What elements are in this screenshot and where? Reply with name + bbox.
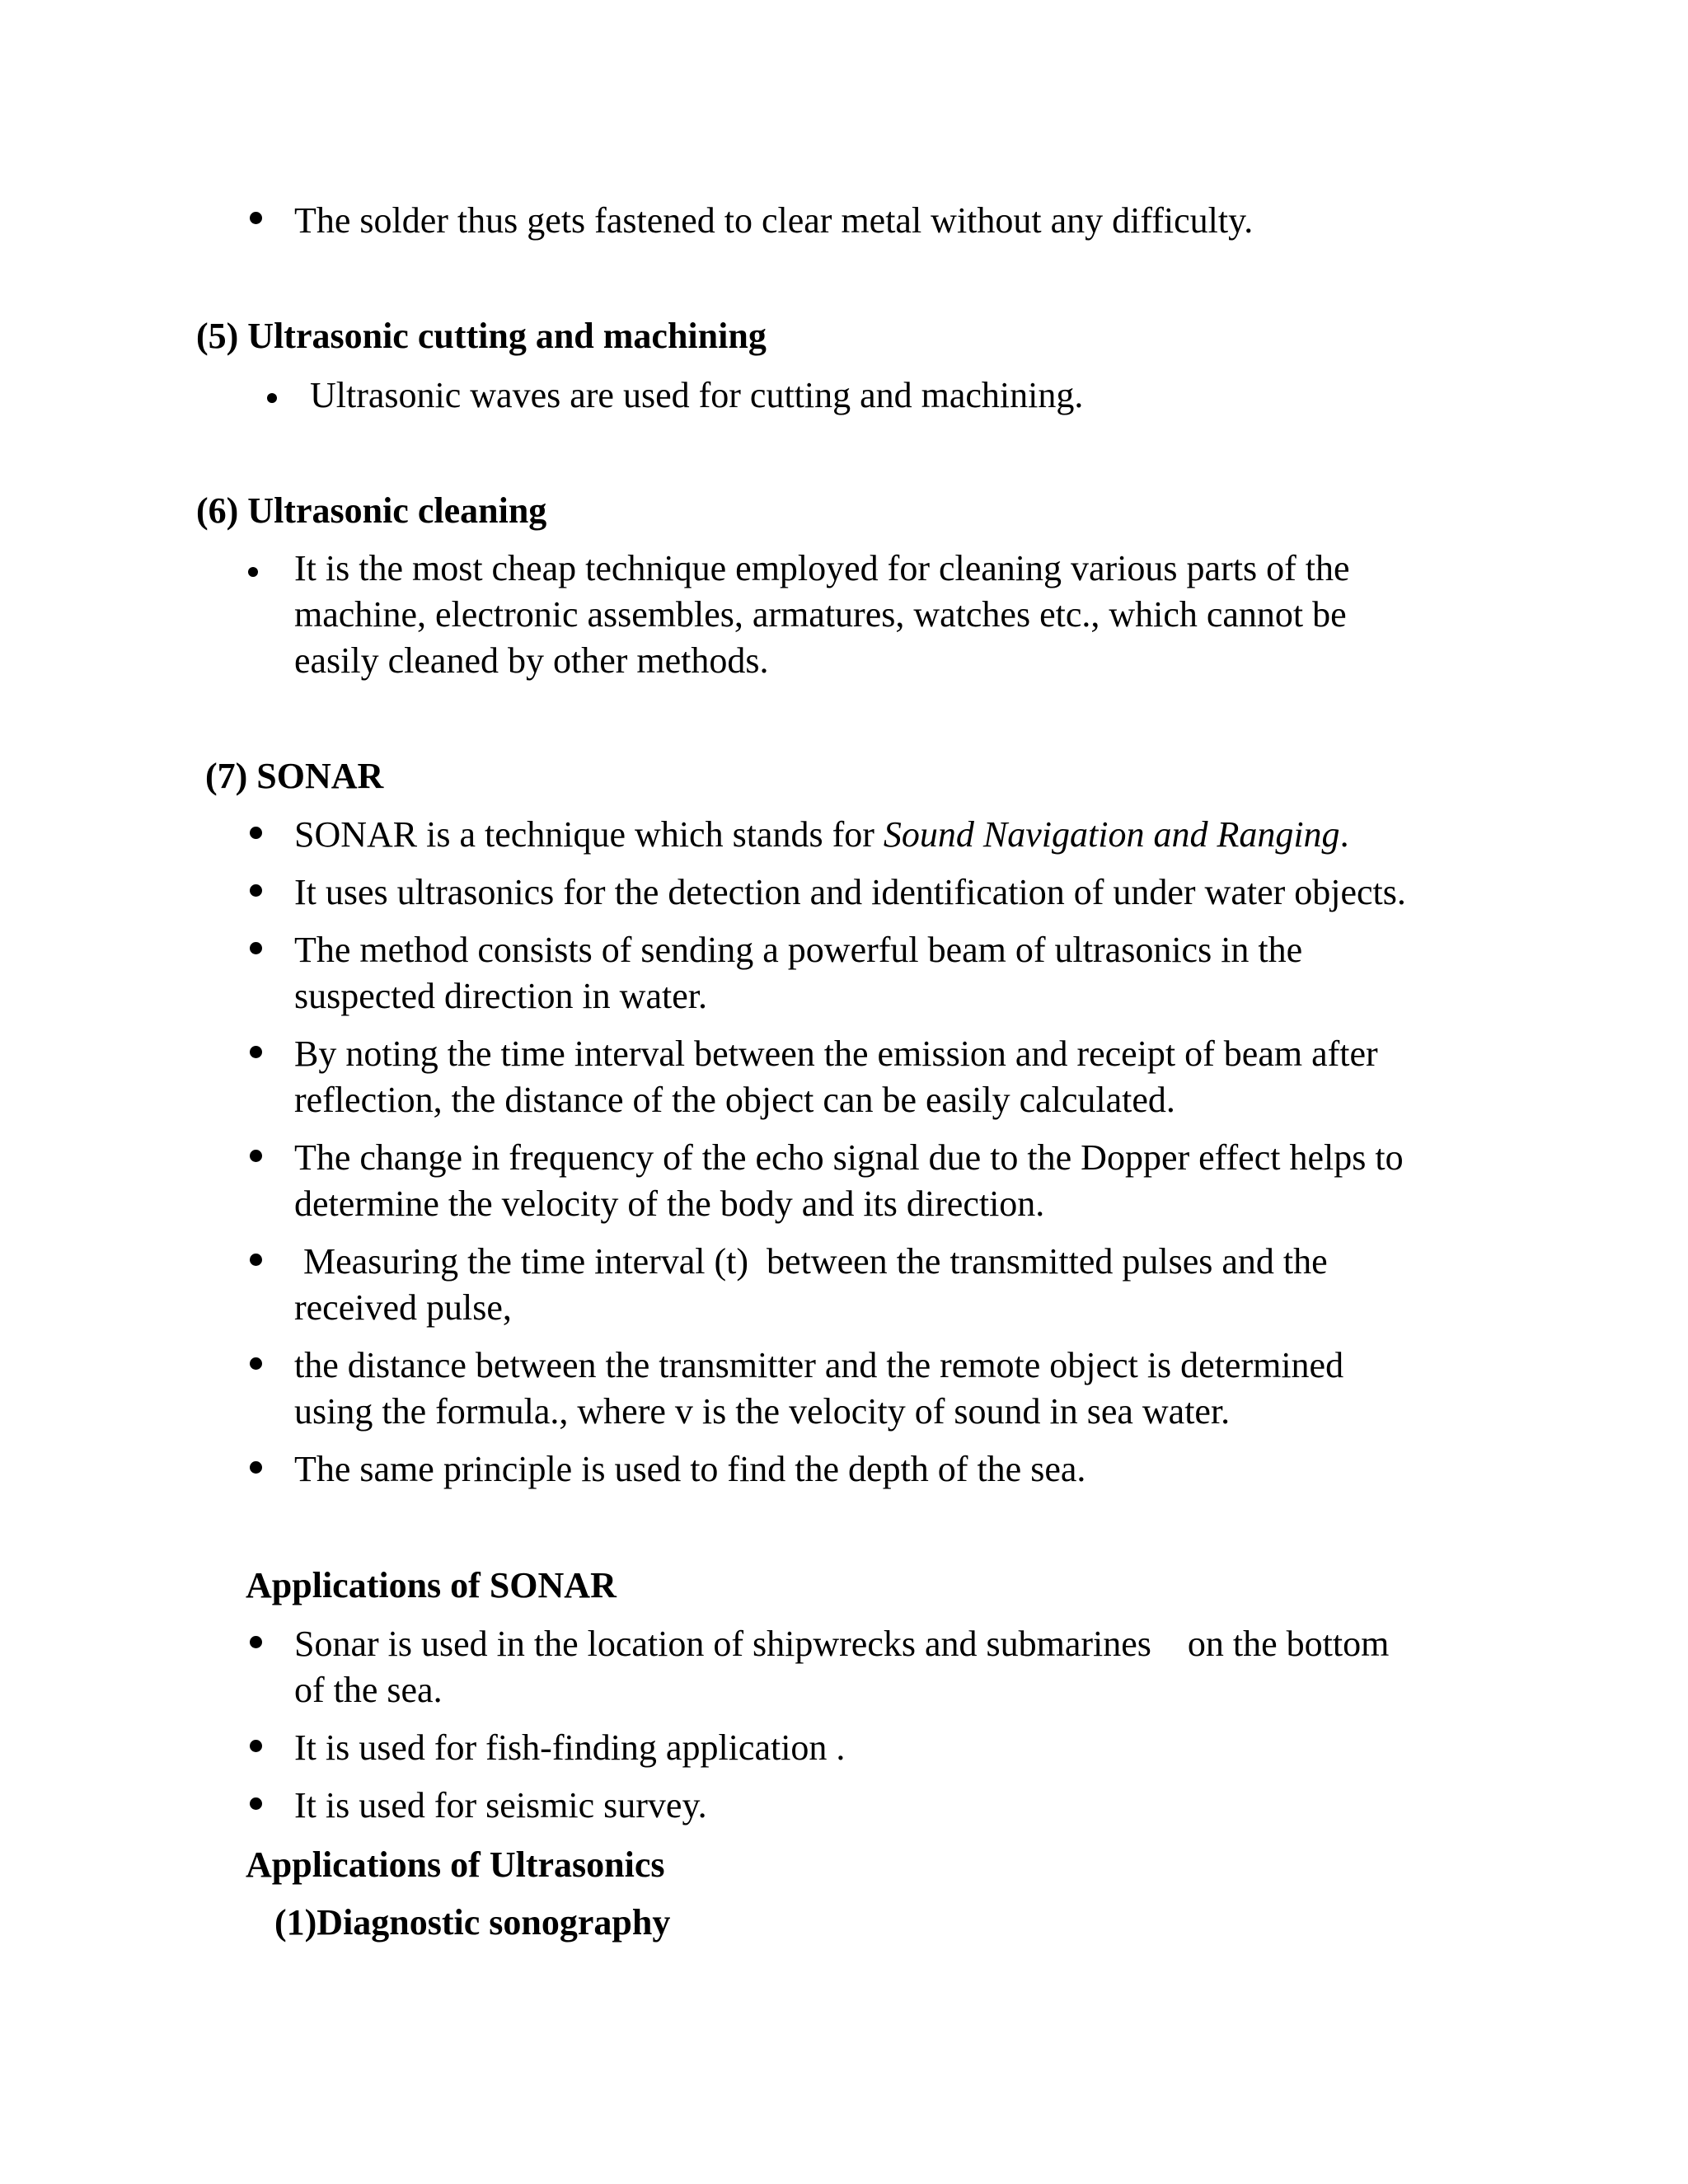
sonar-bullet-4-line-1: By noting the time interval between the emission and receipt of beam after [294,1033,1378,1074]
sonar-bullet-5-line-1: The change in frequency of the echo signal due to the Dopper effect helps to [294,1137,1404,1178]
ultrasonics-applications-heading: Applications of Ultrasonics [246,1844,665,1885]
sonar-bullet-1 [294,812,1349,858]
section-5-heading: (5) Ultrasonic cutting and machining [196,316,767,356]
sonar-bullet-7-line-1: the distance between the transmitter and the remote object is determined [294,1345,1344,1385]
bullet-icon [250,1150,262,1162]
sonar-app-bullet-2: It is used for fish-finding application . [294,1727,846,1768]
bullet-icon [250,942,262,954]
sonar-bullet-6-line-2: received pulse, [294,1287,512,1328]
diagnostic-sonography-subheading: (1)Diagnostic sonography [274,1902,671,1943]
bullet-icon [250,1461,262,1474]
section-6-bullet-line-3: easily cleaned by other methods. [294,640,769,681]
sonar-bullet-1-text: SONAR is a technique which stands for [294,814,884,855]
sonar-bullet-5-line-2: determine the velocity of the body and its direction. [294,1183,1045,1224]
sonar-bullet-7-line-2: using the formula., where v is the velocity of sound in sea water. [294,1391,1231,1432]
top-bullet-text: The solder thus gets fastened to clear metal without any difficulty. [294,200,1254,241]
sonar-bullet-6-line-1: Measuring the time interval (t) between the transmitted pulses and the [294,1241,1328,1282]
sonar-bullet-8: The same principle is used to find the depth of the sea. [294,1449,1086,1489]
section-6-bullet-line-1: It is the most cheap technique employed for cleaning various parts of the [294,548,1350,588]
sonar-app-bullet-3: It is used for seismic survey. [294,1785,707,1825]
sonar-app-bullet-1-line-1: Sonar is used in the location of shipwrecks and submarines on the bottom [294,1624,1390,1664]
bullet-icon [250,827,262,839]
sonar-bullet-3-line-1: The method consists of sending a powerful beam of ultrasonics in the [294,930,1303,970]
section-7-heading: (7) SONAR [205,756,384,796]
bullet-icon [250,1357,262,1370]
bullet-icon [250,1740,262,1752]
bullet-icon [250,1636,262,1648]
section-6-heading: (6) Ultrasonic cleaning [196,490,547,531]
sonar-definition-italic: Sound Navigation and Ranging [883,814,1340,855]
sonar-bullet-3-line-2: suspected direction in water. [294,976,707,1016]
sonar-bullet-2: It uses ultrasonics for the detection and identification of under water objects. [294,872,1406,912]
bullet-icon [248,567,258,577]
sonar-app-bullet-1-line-2: of the sea. [294,1670,443,1710]
sonar-bullet-1-period: . [1339,814,1349,855]
bullet-icon [250,212,262,224]
bullet-icon [267,393,277,403]
bullet-icon [250,1046,262,1058]
sonar-applications-heading: Applications of SONAR [246,1565,617,1605]
sonar-bullet-4-line-2: reflection, the distance of the object can be easily calculated. [294,1080,1175,1120]
section-5-bullet-text: Ultrasonic waves are used for cutting and machining. [310,375,1084,415]
bullet-icon [250,1797,262,1810]
bullet-icon [250,884,262,897]
section-6-bullet-line-2: machine, electronic assembles, armatures, watches etc., which cannot be [294,594,1347,635]
bullet-icon [250,1254,262,1266]
